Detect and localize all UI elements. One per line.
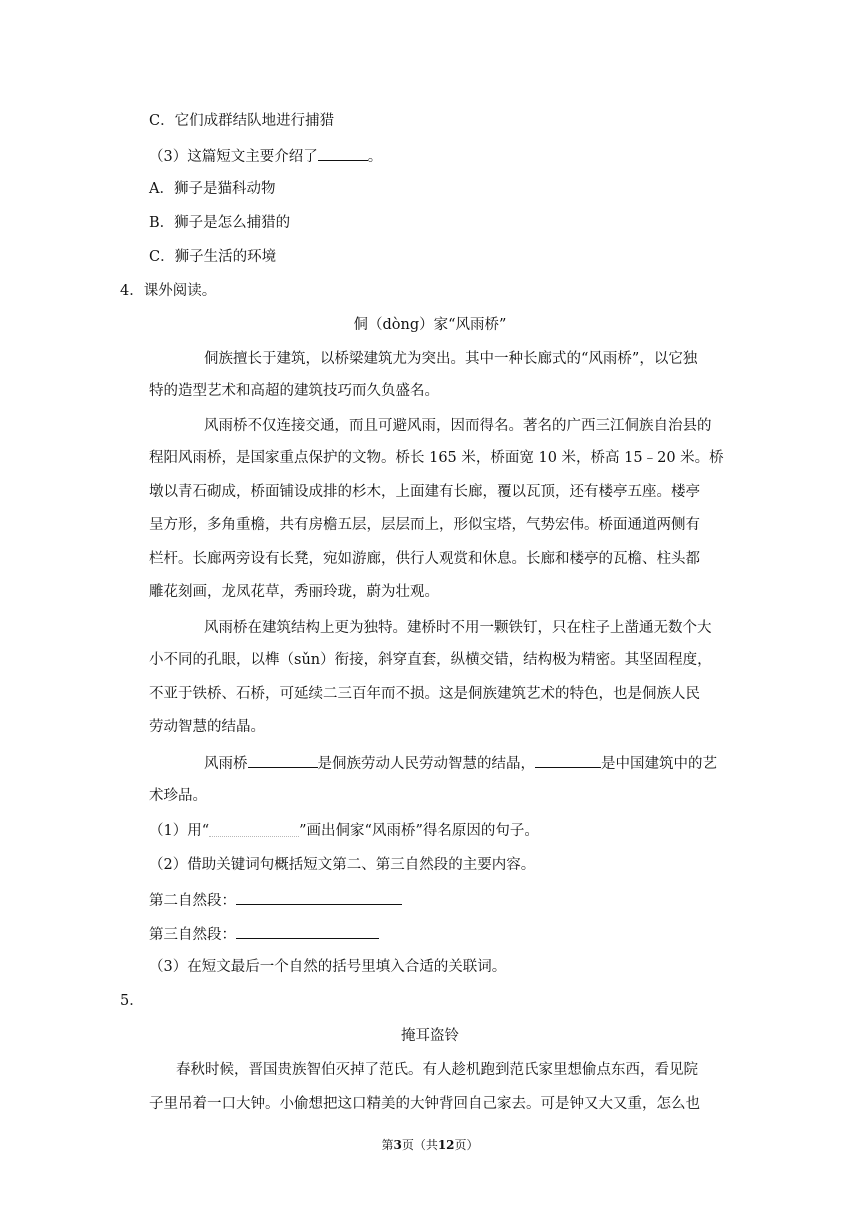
passage-line: 侗族擅长于建筑，以桥梁建筑尤为突出。其中一种长廊式的“风雨桥”，以它独 bbox=[204, 351, 698, 367]
q4-sub3: （3）在短文最后一个自然的括号里填入合适的关联词。 bbox=[149, 959, 507, 975]
answer-blank[interactable] bbox=[318, 145, 368, 161]
q4-passage-title: 侗（dòng）家“风雨桥” bbox=[353, 317, 507, 333]
q4-sub1-text-end: ”画出侗家“风雨桥”得名原因的句子。 bbox=[299, 823, 539, 839]
option-a: A．狮子是猫科动物 bbox=[149, 181, 276, 197]
conjunction-blank-2[interactable] bbox=[535, 752, 601, 768]
q4-sub2: （2）借助关键词句概括短文第二、第三自然段的主要内容。 bbox=[149, 857, 536, 873]
footer-suffix: 页） bbox=[454, 1138, 479, 1152]
para3-answer-blank[interactable] bbox=[236, 923, 379, 939]
option-c-previous: C．它们成群结队地进行捕猎 bbox=[149, 113, 335, 129]
fill-text-2: 是侗族劳动人民劳动智慧的结晶， bbox=[317, 756, 535, 772]
passage-line: 栏杆。长廊两旁设有长凳，宛如游廊，供行人观赏和休息。长廊和楼亭的瓦檐、柱头都 bbox=[149, 551, 700, 567]
passage-line: 劳动智慧的结晶。 bbox=[149, 719, 265, 735]
q3-sub3-question bbox=[149, 145, 382, 167]
para3-label: 第三自然段： bbox=[149, 927, 236, 943]
passage-line: 风雨桥不仅连接交通，而且可避风雨，因而得名。著名的广西三江侗族自治县的 bbox=[204, 418, 712, 434]
wavy-line-sample bbox=[209, 826, 299, 837]
fill-text-3: 是中国建筑中的艺 bbox=[601, 756, 717, 772]
para3-answer-row bbox=[149, 923, 379, 945]
footer-mid: 页（共 bbox=[401, 1138, 438, 1152]
total-pages: 12 bbox=[437, 1138, 455, 1152]
q3-sub3-period: 。 bbox=[367, 149, 383, 165]
q3-sub3-text: （3）这篇短文主要介绍了 bbox=[149, 149, 318, 165]
fill-in-paragraph bbox=[204, 752, 717, 774]
option-c: C．狮子生活的环境 bbox=[149, 249, 277, 265]
para2-answer-row bbox=[149, 889, 402, 911]
passage-line: 不亚于铁桥、石桥，可延续二三百年而不损。这是侗族建筑艺术的特色，也是侗族人民 bbox=[149, 686, 700, 702]
q5-header: 5． bbox=[120, 993, 144, 1009]
passage-line: 小不同的孔眼，以榫（sǔn）衔接，斜穿直套，纵横交错，结构极为精密。其坚固程度， bbox=[149, 652, 712, 668]
passage-line: 春秋时候，晋国贵族智伯灭掉了范氏。有人趁机跑到范氏家里想偷点东西，看见院 bbox=[176, 1062, 698, 1078]
passage-line: 风雨桥在建筑结构上更为独特。建桥时不用一颗铁钉，只在柱子上凿通无数个大 bbox=[204, 620, 712, 636]
q5-passage-title: 掩耳盗铃 bbox=[401, 1028, 459, 1044]
footer-prefix: 第 bbox=[381, 1138, 394, 1152]
passage-line: 雕花刻画，龙凤花草，秀丽玲珑，蔚为壮观。 bbox=[149, 584, 439, 600]
para2-answer-blank[interactable] bbox=[236, 889, 402, 905]
passage-line: 特的造型艺术和高超的建筑技巧而久负盛名。 bbox=[149, 383, 439, 399]
option-b: B．狮子是怎么捕猎的 bbox=[149, 215, 291, 231]
conjunction-blank-1[interactable] bbox=[248, 752, 318, 768]
passage-line: 呈方形，多角重檐，共有房檐五层，层层而上，形似宝塔，气势宏伟。桥面通道两侧有 bbox=[149, 517, 700, 533]
q4-header: 4．课外阅读。 bbox=[120, 283, 217, 299]
fill-in-paragraph-end: 术珍品。 bbox=[149, 788, 207, 804]
q4-sub1 bbox=[149, 821, 539, 841]
passage-line: 程阳风雨桥，是国家重点保护的文物。桥长 165 米，桥面宽 10 米，桥高 15﹣20 米。桥 bbox=[149, 450, 724, 466]
fill-text-1: 风雨桥 bbox=[204, 756, 248, 772]
page-number: 3 bbox=[393, 1138, 402, 1152]
passage-line: 子里吊着一口大钟。小偷想把这口精美的大钟背回自己家去。可是钟又大又重，怎么也 bbox=[149, 1096, 700, 1112]
para2-label: 第二自然段： bbox=[149, 893, 236, 909]
page-footer bbox=[0, 1137, 860, 1153]
q4-sub1-text: （1）用“ bbox=[149, 823, 210, 839]
passage-line: 墩以青石砌成，桥面铺设成排的杉木，上面建有长廊，覆以瓦顶，还有楼亭五座。楼亭 bbox=[149, 484, 700, 500]
